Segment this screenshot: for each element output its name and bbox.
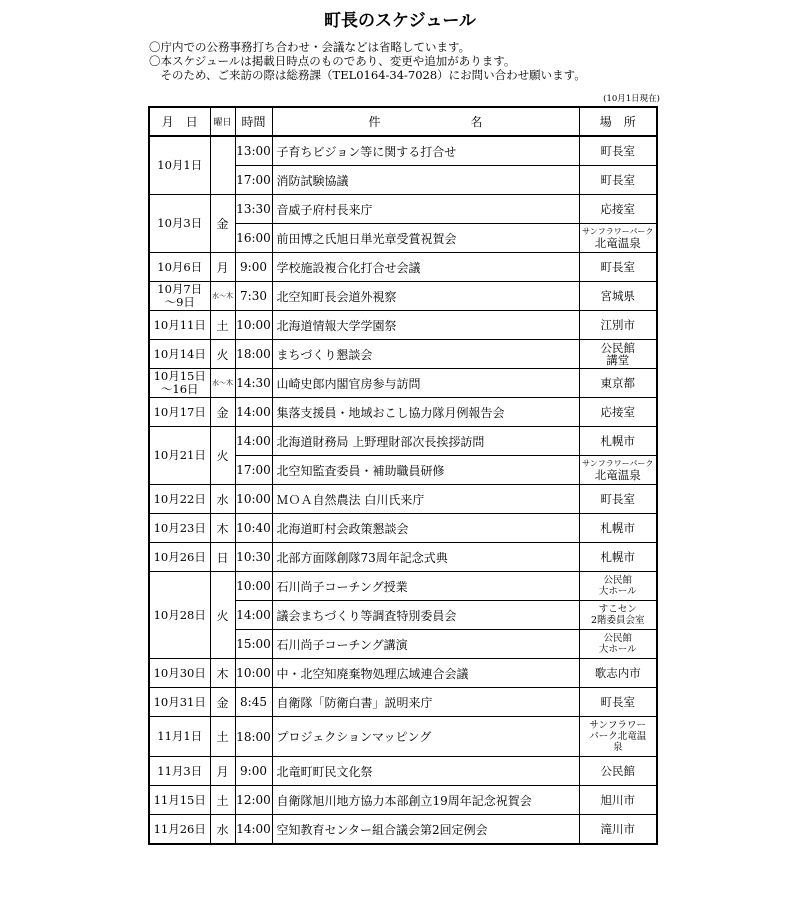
event-cell: 子育ちビジョン等に関する打合せ: [272, 136, 579, 166]
time-cell: 10:00: [235, 485, 272, 514]
weekday-cell: 水～木: [210, 369, 235, 398]
header-event-char-1: 件: [368, 115, 381, 129]
note-line: 〇本スケジュールは掲載日時点のものであり、変更や追加があります。: [149, 54, 516, 68]
weekday-cell: 火: [210, 340, 235, 369]
weekday-cell: [210, 136, 235, 195]
event-cell: 山崎史郎内閣官房参与訪問: [272, 369, 579, 398]
table-row: [149, 195, 657, 224]
place-cell: [579, 601, 657, 630]
place-cell: [579, 717, 657, 757]
time-cell: 17:00: [235, 166, 272, 195]
weekday-cell: 月: [210, 253, 235, 282]
time-cell: 8:45: [235, 688, 272, 717]
header-place: 場 所: [579, 107, 657, 136]
place-cell: 東京都: [579, 369, 657, 398]
place-cell: 町長室: [579, 485, 657, 514]
event-cell: まちづくり懇談会: [272, 340, 579, 369]
date-cell: [149, 369, 210, 398]
place-line: サンフラワーパーク: [582, 226, 654, 236]
date-cell: 10月26日: [149, 543, 210, 572]
time-cell: 10:40: [235, 514, 272, 543]
date-cell: 10月30日: [149, 659, 210, 688]
event-cell: 北空知監査委員・補助職員研修: [272, 456, 579, 485]
event-cell: 自衛隊旭川地方協力本部創立19周年記念祝賀会: [272, 786, 579, 815]
date-cell: [149, 282, 210, 311]
date-cell: 10月11日: [149, 311, 210, 340]
time-cell: 17:00: [235, 456, 272, 485]
event-cell: 北竜町町民文化祭: [272, 757, 579, 786]
table-row: [149, 543, 657, 572]
table-row: [149, 815, 657, 845]
time-cell: 16:00: [235, 224, 272, 253]
place-line: 2階委員会室: [590, 615, 645, 626]
place-cell: [579, 456, 657, 485]
event-cell: 中・北空知廃棄物処理広域連合会議: [272, 659, 579, 688]
notes: [149, 40, 586, 82]
place-cell: 町長室: [579, 688, 657, 717]
date-cell: 11月1日: [149, 717, 210, 757]
place-cell: 応接室: [579, 398, 657, 427]
time-cell: 18:00: [235, 717, 272, 757]
event-cell: 石川尚子コーチング講演: [272, 630, 579, 659]
header-date: 月 日: [149, 107, 210, 136]
place-line: 泉: [612, 742, 623, 753]
date-cell: 11月26日: [149, 815, 210, 845]
table-row: [149, 717, 657, 757]
weekday-cell: 木: [210, 659, 235, 688]
table-row: [149, 427, 657, 456]
time-cell: 14:00: [235, 398, 272, 427]
date-line: ～16日: [160, 382, 199, 396]
place-cell: [579, 340, 657, 369]
date-cell: 10月6日: [149, 253, 210, 282]
table-row: [149, 514, 657, 543]
place-cell: 江別市: [579, 311, 657, 340]
date-cell: 11月3日: [149, 757, 210, 786]
weekday-cell: 金: [210, 195, 235, 253]
event-cell: 集落支援員・地域おこし協力隊月例報告会: [272, 398, 579, 427]
table-row: [149, 282, 657, 311]
time-cell: 13:00: [235, 136, 272, 166]
time-cell: 14:00: [235, 815, 272, 845]
weekday-cell: 水: [210, 815, 235, 845]
date-cell: 10月23日: [149, 514, 210, 543]
table-row: [149, 253, 657, 282]
time-cell: 7:30: [235, 282, 272, 311]
weekday-cell: 水: [210, 485, 235, 514]
weekday-cell: 土: [210, 786, 235, 815]
weekday-cell: 火: [210, 427, 235, 485]
date-cell: 10月3日: [149, 195, 210, 253]
event-cell: 石川尚子コーチング授業: [272, 572, 579, 601]
place-cell: 町長室: [579, 136, 657, 166]
page-title: 町長のスケジュール: [324, 11, 476, 31]
header-row: [149, 107, 657, 136]
place-line: すこセン: [598, 604, 637, 615]
place-line: 北竜温泉: [594, 467, 641, 482]
time-cell: 13:30: [235, 195, 272, 224]
table-row: [149, 340, 657, 369]
weekday-cell: 金: [210, 688, 235, 717]
time-cell: 10:30: [235, 543, 272, 572]
time-cell: 10:00: [235, 659, 272, 688]
date-cell: 10月17日: [149, 398, 210, 427]
place-cell: 公民館: [579, 757, 657, 786]
weekday-cell: 火: [210, 572, 235, 659]
weekday-cell: 金: [210, 398, 235, 427]
time-cell: 10:00: [235, 311, 272, 340]
time-cell: 18:00: [235, 340, 272, 369]
table-row: [149, 688, 657, 717]
schedule-table: [148, 106, 658, 845]
weekday-cell: 土: [210, 311, 235, 340]
time-cell: 12:00: [235, 786, 272, 815]
place-line: 大ホール: [598, 586, 637, 597]
place-line: パーク北竜温: [589, 731, 647, 742]
date-line: ～9日: [164, 295, 195, 309]
date-cell: 10月14日: [149, 340, 210, 369]
header-time: 時間: [235, 107, 272, 136]
date-cell: 10月1日: [149, 136, 210, 195]
place-cell: 札幌市: [579, 427, 657, 456]
place-cell: [579, 224, 657, 253]
event-cell: 自衛隊「防衛白書」説明来庁: [272, 688, 579, 717]
place-line: 北竜温泉: [594, 235, 641, 250]
table-row: [149, 659, 657, 688]
place-cell: 札幌市: [579, 543, 657, 572]
time-cell: 14:30: [235, 369, 272, 398]
weekday-cell: 木: [210, 514, 235, 543]
place-cell: [579, 572, 657, 601]
event-cell: 北海道財務局 上野理財部次長挨拶訪問: [272, 427, 579, 456]
place-line: サンフラワー: [589, 720, 647, 731]
table-row: [149, 369, 657, 398]
event-cell: 前田博之氏旭日単光章受賞祝賀会: [272, 224, 579, 253]
table-row: [149, 398, 657, 427]
date-line: 10月7日: [157, 282, 203, 296]
event-cell: 音威子府村長来庁: [272, 195, 579, 224]
place-line: 大ホール: [598, 644, 637, 655]
event-cell: 空知教育センター組合議会第2回定例会: [272, 815, 579, 845]
table-row: [149, 757, 657, 786]
note-line: 〇庁内での公務事務打ち合わせ・会議などは省略しています。: [149, 40, 471, 54]
weekday-cell: 水～木: [210, 282, 235, 311]
place-cell: 旭川市: [579, 786, 657, 815]
event-cell: 北空知町長会道外視察: [272, 282, 579, 311]
weekday-cell: 日: [210, 543, 235, 572]
place-cell: 町長室: [579, 166, 657, 195]
date-cell: 10月22日: [149, 485, 210, 514]
date-line: 10月15日: [153, 369, 206, 383]
as-of-date: (10月1日現在): [603, 94, 660, 104]
place-cell: [579, 630, 657, 659]
event-cell: 学校施設複合化打合せ会議: [272, 253, 579, 282]
place-cell: 札幌市: [579, 514, 657, 543]
place-line: サンフラワーパーク: [582, 458, 654, 468]
date-cell: 10月28日: [149, 572, 210, 659]
table-row: [149, 572, 657, 601]
place-line: 講堂: [606, 353, 630, 367]
time-cell: 15:00: [235, 630, 272, 659]
event-cell: 北部方面隊創隊73周年記念式典: [272, 543, 579, 572]
weekday-cell: 月: [210, 757, 235, 786]
date-cell: 10月21日: [149, 427, 210, 485]
table-row: [149, 786, 657, 815]
event-cell: 議会まちづくり等調査特別委員会: [272, 601, 579, 630]
date-cell: 10月31日: [149, 688, 210, 717]
date-cell: 11月15日: [149, 786, 210, 815]
event-cell: 消防試験協議: [272, 166, 579, 195]
table-row: [149, 485, 657, 514]
time-cell: 14:00: [235, 427, 272, 456]
time-cell: 9:00: [235, 253, 272, 282]
place-cell: 滝川市: [579, 815, 657, 845]
place-cell: 町長室: [579, 253, 657, 282]
time-cell: 10:00: [235, 572, 272, 601]
place-cell: 応接室: [579, 195, 657, 224]
place-cell: 宮城県: [579, 282, 657, 311]
time-cell: 14:00: [235, 601, 272, 630]
weekday-cell: 土: [210, 717, 235, 757]
header-event-char-2: 名: [470, 115, 483, 129]
time-cell: 9:00: [235, 757, 272, 786]
event-cell: プロジェクションマッピング: [272, 717, 579, 757]
event-cell: 北海道情報大学学園祭: [272, 311, 579, 340]
place-line: 公民館: [603, 633, 632, 644]
place-line: 公民館: [603, 575, 632, 586]
header-event: [272, 107, 579, 136]
event-cell: ＭＯＡ自然農法 白川氏来庁: [272, 485, 579, 514]
note-line: そのため、ご来訪の際は総務課（TEL0164-34-7028）にお問い合わせ願います。: [149, 68, 586, 82]
table-row: [149, 136, 657, 166]
event-cell: 北海道町村会政策懇談会: [272, 514, 579, 543]
table-row: [149, 311, 657, 340]
place-line: 公民館: [600, 341, 635, 355]
header-weekday: 曜日: [210, 107, 235, 136]
place-cell: 歌志内市: [579, 659, 657, 688]
